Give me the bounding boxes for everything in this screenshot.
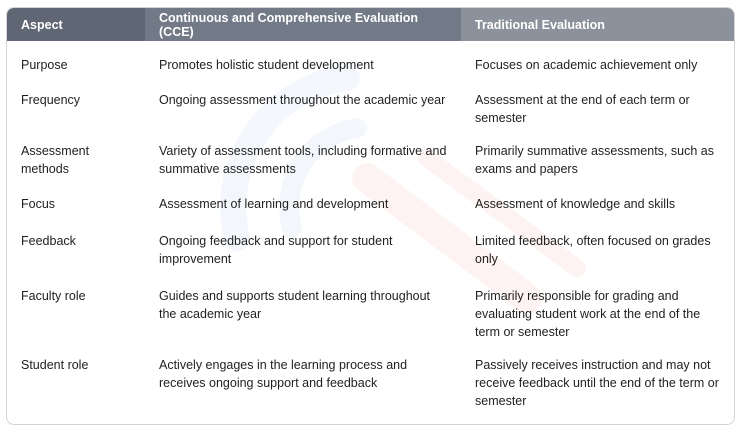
header-cce: Continuous and Comprehensive Evaluation (CCE): [145, 8, 461, 41]
cell-aspect: Feedback: [21, 234, 76, 248]
table-body: [7, 41, 734, 410]
table-row: [7, 217, 734, 272]
table-header: [7, 8, 734, 41]
comparison-table: [7, 8, 734, 410]
cell-traditional: Limited feedback, often focused on grades only: [475, 234, 711, 266]
cell-cce: Ongoing feedback and support for student improvement: [159, 234, 393, 266]
cell-traditional: Assessment of knowledge and skills: [475, 197, 676, 211]
table-row: [7, 272, 734, 341]
cell-cce: Ongoing assessment throughout the academic year: [159, 93, 446, 107]
cell-cce: Promotes holistic student development: [159, 58, 374, 72]
table-row: [7, 76, 734, 127]
cell-traditional: Passively receives instruction and may not receive feedback until the end of the term or semester: [475, 358, 719, 408]
table-row: [7, 341, 734, 410]
header-traditional: Traditional Evaluation: [461, 8, 734, 41]
cell-cce: Actively engages in the learning process and receives ongoing support and feedback: [159, 358, 408, 390]
table-header-row: [7, 8, 734, 41]
cell-cce: Guides and supports student learning throughout the academic year: [159, 289, 431, 321]
header-aspect: Aspect: [7, 8, 145, 41]
cell-traditional: Assessment at the end of each term or semester: [475, 93, 690, 125]
cell-aspect: Assessment methods: [21, 144, 90, 176]
cell-cce: Variety of assessment tools, including formative and summative assessments: [159, 144, 447, 176]
cell-aspect: Frequency: [21, 93, 81, 107]
cell-traditional: Primarily summative assessments, such as exams and papers: [475, 144, 714, 176]
table-row: [7, 180, 734, 217]
comparison-table-card: [6, 7, 735, 425]
table-row: [7, 41, 734, 76]
cell-traditional: Primarily responsible for grading and evaluating student work at the end of the term or semester: [475, 289, 701, 339]
cell-traditional: Focuses on academic achievement only: [475, 58, 698, 72]
cell-cce: Assessment of learning and development: [159, 197, 389, 211]
table-row: [7, 127, 734, 180]
cell-aspect: Focus: [21, 197, 56, 211]
cell-aspect: Faculty role: [21, 289, 86, 303]
cell-aspect: Student role: [21, 358, 89, 372]
cell-aspect: Purpose: [21, 58, 68, 72]
